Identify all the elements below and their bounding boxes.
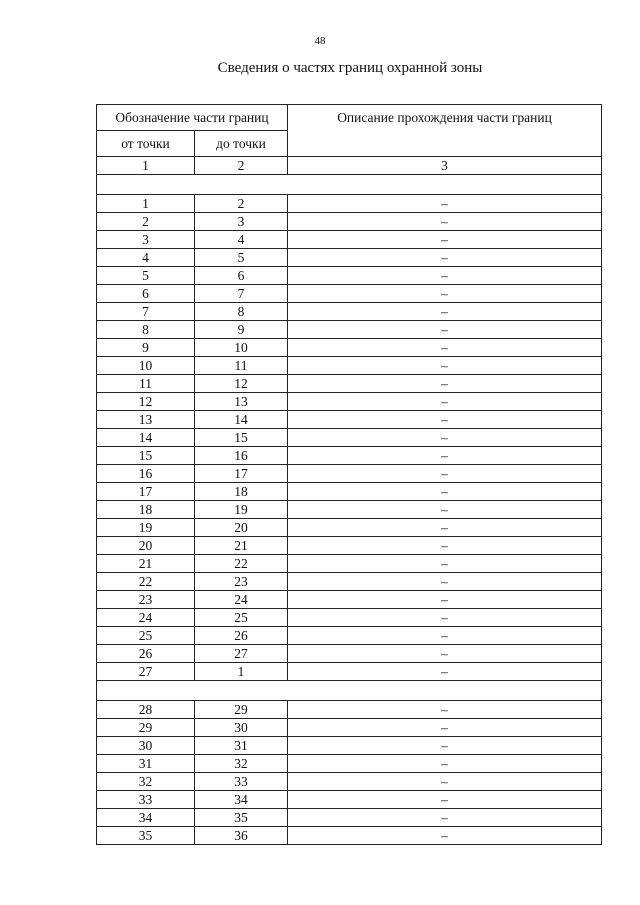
from-point-cell: 35 — [97, 827, 195, 845]
from-point-cell: 12 — [97, 393, 195, 411]
description-cell: – — [288, 483, 602, 501]
description-cell: – — [288, 393, 602, 411]
from-point-cell: 25 — [97, 627, 195, 645]
to-point-cell: 6 — [195, 267, 288, 285]
table-row — [97, 231, 602, 249]
description-cell: – — [288, 645, 602, 663]
to-point-cell: 14 — [195, 411, 288, 429]
description-cell: – — [288, 791, 602, 809]
description-cell: – — [288, 321, 602, 339]
document-title: Сведения о частях границ охранной зоны — [217, 60, 483, 76]
from-point-cell: 29 — [97, 719, 195, 737]
table-row — [97, 791, 602, 809]
description-cell: – — [288, 737, 602, 755]
description-cell: – — [288, 555, 602, 573]
description-cell: – — [288, 429, 602, 447]
from-point-cell: 9 — [97, 339, 195, 357]
from-point-cell: 7 — [97, 303, 195, 321]
to-point-cell: 9 — [195, 321, 288, 339]
description-cell: – — [288, 339, 602, 357]
from-point-cell: 33 — [97, 791, 195, 809]
description-cell: – — [288, 375, 602, 393]
to-point-cell: 25 — [195, 609, 288, 627]
table-row — [97, 627, 602, 645]
from-point-cell: 22 — [97, 573, 195, 591]
section-separator-cell — [97, 175, 602, 195]
table-row — [97, 755, 602, 773]
table-row — [97, 737, 602, 755]
to-point-header: до точки — [195, 131, 288, 157]
section-separator-row — [97, 681, 602, 701]
to-point-cell: 15 — [195, 429, 288, 447]
description-cell: – — [288, 701, 602, 719]
to-point-cell: 3 — [195, 213, 288, 231]
boundary-parts-table — [96, 104, 602, 845]
table-row — [97, 701, 602, 719]
table-row — [97, 447, 602, 465]
table-row — [97, 375, 602, 393]
to-point-cell: 26 — [195, 627, 288, 645]
table-row — [97, 303, 602, 321]
table-row — [97, 213, 602, 231]
from-point-cell: 18 — [97, 501, 195, 519]
to-point-cell: 19 — [195, 501, 288, 519]
to-point-cell: 24 — [195, 591, 288, 609]
to-point-cell: 1 — [195, 663, 288, 681]
column-number-row — [97, 157, 602, 175]
table-row — [97, 773, 602, 791]
header-row — [97, 105, 602, 131]
table-row — [97, 591, 602, 609]
from-point-cell: 26 — [97, 645, 195, 663]
to-point-cell: 29 — [195, 701, 288, 719]
from-point-cell: 28 — [97, 701, 195, 719]
from-point-cell: 1 — [97, 195, 195, 213]
section-separator-cell — [97, 681, 602, 701]
from-point-cell: 23 — [97, 591, 195, 609]
description-cell: – — [288, 609, 602, 627]
description-cell: – — [288, 411, 602, 429]
from-point-header: от точки — [97, 131, 195, 157]
description-cell: – — [288, 303, 602, 321]
description-cell: – — [288, 719, 602, 737]
to-point-cell: 34 — [195, 791, 288, 809]
table-row — [97, 195, 602, 213]
to-point-cell: 30 — [195, 719, 288, 737]
description-cell: – — [288, 267, 602, 285]
to-point-cell: 4 — [195, 231, 288, 249]
description-cell: – — [288, 501, 602, 519]
table-row — [97, 573, 602, 591]
description-cell: – — [288, 357, 602, 375]
from-point-cell: 14 — [97, 429, 195, 447]
to-point-cell: 13 — [195, 393, 288, 411]
description-cell: – — [288, 827, 602, 845]
description-cell: – — [288, 447, 602, 465]
from-point-cell: 15 — [97, 447, 195, 465]
to-point-cell: 32 — [195, 755, 288, 773]
to-point-cell: 31 — [195, 737, 288, 755]
table-row — [97, 645, 602, 663]
table-row — [97, 809, 602, 827]
table-row — [97, 719, 602, 737]
description-cell: – — [288, 755, 602, 773]
description-cell: – — [288, 213, 602, 231]
table-row — [97, 249, 602, 267]
column-number: 2 — [195, 157, 288, 175]
table-row — [97, 519, 602, 537]
to-point-cell: 33 — [195, 773, 288, 791]
description-cell: – — [288, 591, 602, 609]
from-point-cell: 16 — [97, 465, 195, 483]
from-point-cell: 32 — [97, 773, 195, 791]
description-cell: – — [288, 285, 602, 303]
from-point-cell: 30 — [97, 737, 195, 755]
to-point-cell: 35 — [195, 809, 288, 827]
to-point-cell: 7 — [195, 285, 288, 303]
table-row — [97, 537, 602, 555]
from-point-cell: 20 — [97, 537, 195, 555]
to-point-cell: 20 — [195, 519, 288, 537]
table-row — [97, 285, 602, 303]
from-point-cell: 2 — [97, 213, 195, 231]
table-row — [97, 827, 602, 845]
to-point-cell: 11 — [195, 357, 288, 375]
to-point-cell: 22 — [195, 555, 288, 573]
from-point-cell: 34 — [97, 809, 195, 827]
from-point-cell: 3 — [97, 231, 195, 249]
from-point-cell: 13 — [97, 411, 195, 429]
table-row — [97, 663, 602, 681]
description-cell: – — [288, 231, 602, 249]
table-row — [97, 393, 602, 411]
description-cell: – — [288, 519, 602, 537]
from-point-cell: 8 — [97, 321, 195, 339]
table-row — [97, 555, 602, 573]
description-cell: – — [288, 465, 602, 483]
description-cell: – — [288, 537, 602, 555]
to-point-cell: 2 — [195, 195, 288, 213]
from-point-cell: 21 — [97, 555, 195, 573]
from-point-cell: 5 — [97, 267, 195, 285]
from-point-cell: 24 — [97, 609, 195, 627]
table-row — [97, 267, 602, 285]
to-point-cell: 5 — [195, 249, 288, 267]
to-point-cell: 27 — [195, 645, 288, 663]
description-cell: – — [288, 663, 602, 681]
table-row — [97, 411, 602, 429]
table-row — [97, 339, 602, 357]
table-row — [97, 465, 602, 483]
to-point-cell: 17 — [195, 465, 288, 483]
from-point-cell: 10 — [97, 357, 195, 375]
column-number: 3 — [288, 157, 602, 175]
description-cell: – — [288, 195, 602, 213]
description-cell: – — [288, 249, 602, 267]
from-point-cell: 6 — [97, 285, 195, 303]
column-number: 1 — [97, 157, 195, 175]
from-point-cell: 19 — [97, 519, 195, 537]
to-point-cell: 8 — [195, 303, 288, 321]
from-point-cell: 4 — [97, 249, 195, 267]
description-cell: – — [288, 773, 602, 791]
description-cell: – — [288, 573, 602, 591]
description-cell: – — [288, 809, 602, 827]
table-body — [97, 105, 602, 845]
table-row — [97, 357, 602, 375]
description-cell: – — [288, 627, 602, 645]
to-point-cell: 23 — [195, 573, 288, 591]
from-point-cell: 27 — [97, 663, 195, 681]
to-point-cell: 21 — [195, 537, 288, 555]
to-point-cell: 18 — [195, 483, 288, 501]
table-row — [97, 429, 602, 447]
designation-header: Обозначение части границ — [97, 105, 288, 131]
description-header: Описание прохождения части границ — [288, 105, 602, 157]
to-point-cell: 12 — [195, 375, 288, 393]
to-point-cell: 36 — [195, 827, 288, 845]
section-separator-row — [97, 175, 602, 195]
from-point-cell: 11 — [97, 375, 195, 393]
page-number: 48 — [314, 35, 326, 47]
from-point-cell: 17 — [97, 483, 195, 501]
table-row — [97, 321, 602, 339]
table-row — [97, 483, 602, 501]
to-point-cell: 16 — [195, 447, 288, 465]
from-point-cell: 31 — [97, 755, 195, 773]
table-row — [97, 501, 602, 519]
table-row — [97, 609, 602, 627]
to-point-cell: 10 — [195, 339, 288, 357]
